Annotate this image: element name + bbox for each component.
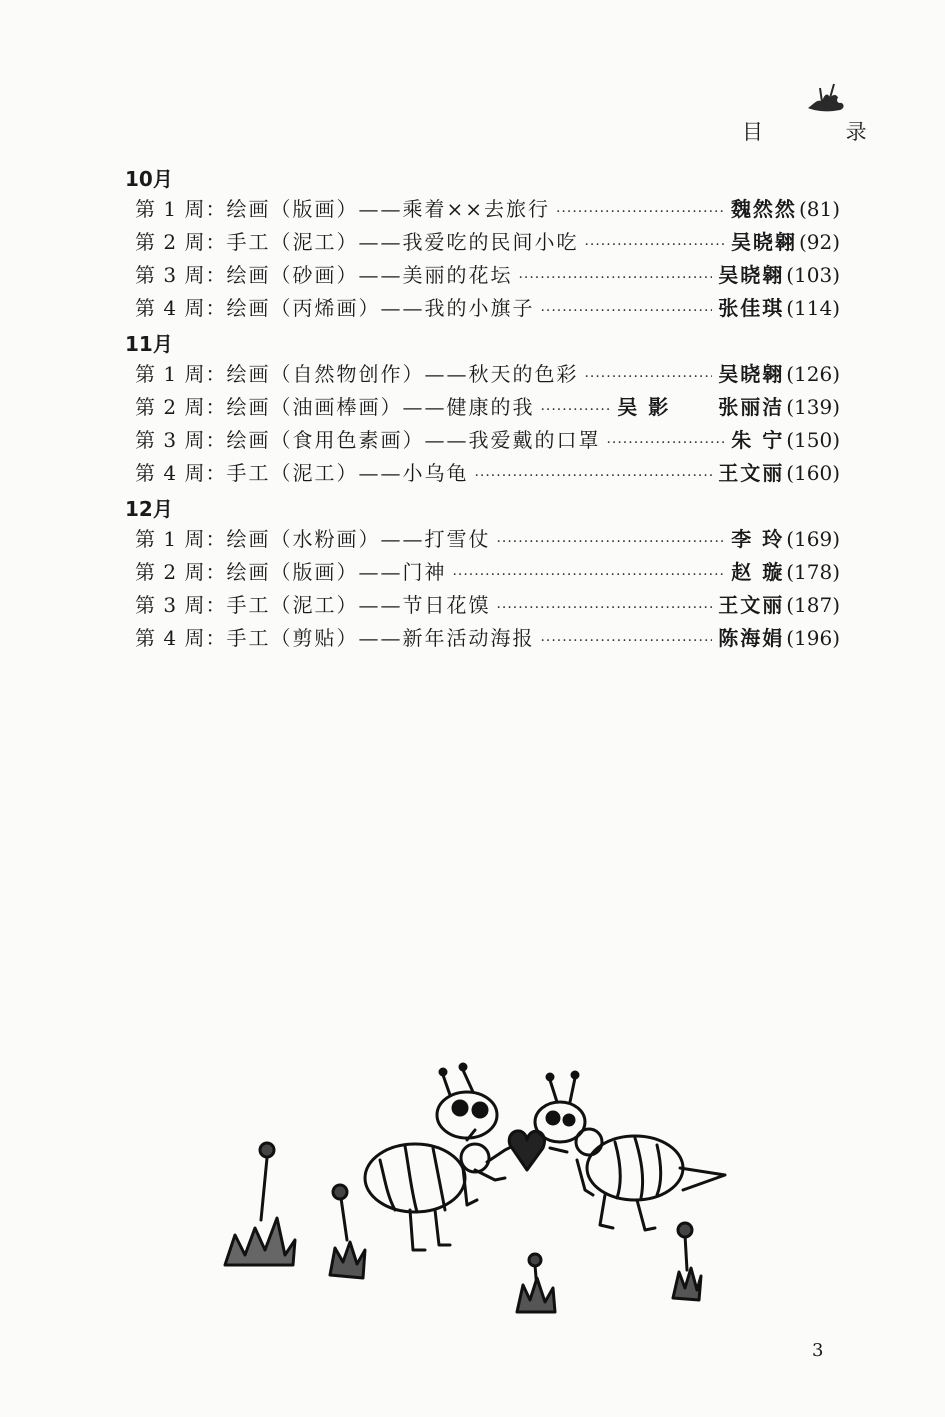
lesson-title: 绘画（自然物创作）——秋天的色彩 [226, 362, 579, 386]
leader-dots [474, 460, 712, 493]
page-ref: (150) [786, 428, 840, 452]
toc-entry[interactable] [125, 292, 840, 325]
leader-dots [496, 526, 725, 559]
week-label: 第 2 周： [135, 560, 227, 584]
lesson-title: 绘画（版画）——乘着××去旅行 [226, 197, 550, 221]
author-name: 陈海娟 [718, 626, 785, 650]
author-name: 张丽洁 [718, 395, 785, 419]
toc-entry[interactable] [125, 358, 840, 391]
week-label: 第 4 周： [135, 296, 227, 320]
page-title: 目 录 [742, 120, 905, 144]
week-label: 第 3 周： [135, 593, 227, 617]
toc-entry[interactable] [125, 193, 840, 226]
lesson-title: 绘画（丙烯画）——我的小旗子 [226, 296, 535, 320]
week-label: 第 3 周： [135, 263, 227, 287]
author-name: 王文丽 [718, 593, 785, 617]
author-name: 赵 璇 [731, 560, 785, 584]
leader-dots [584, 229, 724, 262]
small-figure-icon [800, 78, 850, 118]
leader-dots [584, 361, 712, 394]
flower-icon [261, 1158, 267, 1220]
page-number: 3 [812, 1340, 824, 1361]
week-label: 第 4 周： [135, 461, 227, 485]
week-label: 第 2 周： [135, 395, 227, 419]
toc-entry[interactable] [125, 622, 840, 655]
week-label: 第 2 周： [135, 230, 227, 254]
lesson-title: 绘画（水粉画）——打雪仗 [226, 527, 491, 551]
page-ref: (126) [786, 362, 840, 386]
toc-entry[interactable] [125, 589, 840, 622]
page-ref: (187) [786, 593, 840, 617]
week-label: 第 4 周： [135, 626, 227, 650]
page-header [0, 0, 945, 160]
table-of-contents [125, 160, 840, 655]
page-ref: (169) [786, 527, 840, 551]
author-name: 魏然然 [730, 197, 797, 221]
lesson-title: 手工（泥工）——我爱吃的民间小吃 [226, 230, 579, 254]
lesson-title: 绘画（油画棒画）——健康的我 [226, 395, 535, 419]
leader-dots [518, 262, 712, 295]
page-ref: (81) [798, 197, 840, 221]
week-label: 第 3 周： [135, 428, 227, 452]
page-ref: (114) [786, 296, 840, 320]
page-ref: (160) [786, 461, 840, 485]
toc-entry[interactable] [125, 556, 840, 589]
lesson-title: 绘画（食用色素画）——我爱戴的口罩 [226, 428, 601, 452]
page-ref: (196) [786, 626, 840, 650]
leader-dots [540, 394, 611, 427]
lesson-title: 绘画（版画）——门神 [226, 560, 447, 584]
toc-entry[interactable] [125, 259, 840, 292]
author-name: 王文丽 [718, 461, 785, 485]
lesson-title: 绘画（砂画）——美丽的花坛 [226, 263, 513, 287]
month-heading: 11月 [125, 332, 173, 356]
week-label: 第 1 周： [135, 527, 227, 551]
lesson-title: 手工（剪贴）——新年活动海报 [226, 626, 535, 650]
lesson-title: 手工（泥工）——小乌龟 [226, 461, 469, 485]
ants-with-heart-drawing [205, 1050, 925, 1320]
week-label: 第 1 周： [135, 362, 227, 386]
page-ref: (103) [786, 263, 840, 287]
month-heading: 12月 [125, 497, 173, 521]
toc-entry[interactable] [125, 523, 840, 556]
leader-dots [452, 559, 725, 592]
lesson-title: 手工（泥工）——节日花馍 [226, 593, 491, 617]
coauthor-name: 吴 影 [617, 395, 671, 419]
page-ref: (92) [798, 230, 840, 254]
author-name: 吴晓翱 [718, 263, 785, 287]
month-heading: 10月 [125, 167, 173, 191]
page-ref: (178) [786, 560, 840, 584]
toc-entry[interactable] [125, 424, 840, 457]
author-name: 吴晓翱 [718, 362, 785, 386]
toc-entry[interactable] [125, 457, 840, 490]
page-ref: (139) [786, 395, 840, 419]
leader-dots [496, 592, 712, 625]
leader-dots [540, 625, 712, 658]
author-name: 朱 宁 [731, 428, 785, 452]
leader-dots [606, 427, 725, 460]
author-name: 吴晓翱 [730, 230, 797, 254]
leader-dots [556, 196, 725, 229]
toc-entry[interactable] [125, 391, 840, 424]
week-label: 第 1 周： [135, 197, 227, 221]
toc-entry[interactable] [125, 226, 840, 259]
author-name: 李 玲 [731, 527, 785, 551]
leader-dots [540, 295, 712, 328]
author-name: 张佳琪 [718, 296, 785, 320]
